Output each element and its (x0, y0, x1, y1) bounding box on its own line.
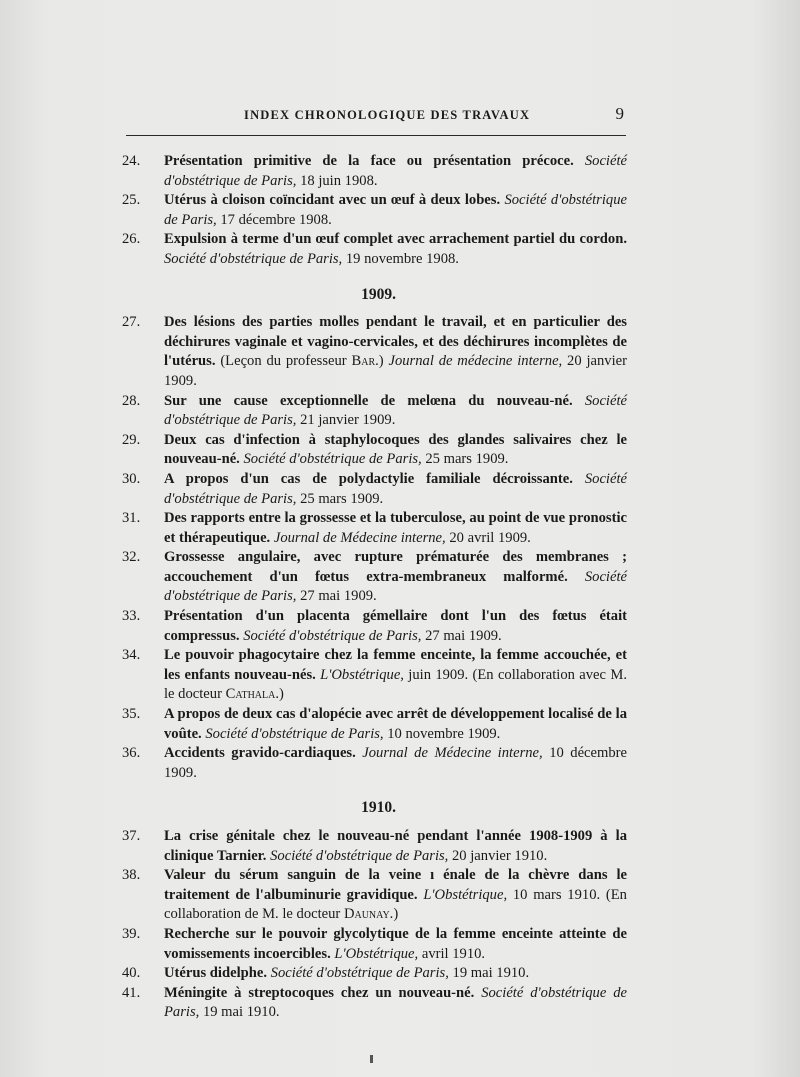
entry-title: Valeur du sérum sanguin de la veine ı énale de la chèvre dans le traitement de l'albuminurie gravidique. (164, 867, 627, 903)
entry-number: 38. (122, 867, 141, 884)
bibliography-entry (122, 925, 627, 964)
entry-number: 26. (122, 231, 141, 248)
entry-date: 25 mars 1909. (425, 451, 509, 468)
bibliography-entry (122, 548, 627, 607)
entry-number: 34. (122, 647, 141, 664)
entry-collaborator: Daunay.) (343, 906, 399, 923)
print-mark (370, 1055, 373, 1063)
entry-source: Société d'obstétrique de Paris, (164, 192, 627, 228)
entry-date: 10 novembre 1909. (387, 725, 501, 742)
entry-note: (Leçon du professeur (220, 353, 347, 370)
entry-number: 37. (122, 828, 141, 844)
entry-date: 19 mai 1910. (452, 965, 530, 982)
entry-source: Journal de Médecine interne, (362, 745, 543, 762)
entry-title: Utérus à cloison coïncidant avec un œuf à deux lobes. (164, 192, 501, 209)
entry-source: Société d'obstétrique de Paris, (164, 470, 627, 507)
entry-source: Société d'obstétrique de Paris, (164, 984, 627, 1021)
bibliography-entry (122, 705, 627, 744)
entry-title: A propos de deux cas d'alopécie avec arrêt de développement localisé de la voûte. (164, 706, 627, 742)
entry-title: Présentation d'un placenta gémellaire dont l'un des fœtus était compressus. (164, 608, 627, 644)
entry-title: A propos d'un cas de polydactylie familiale décroissante. (164, 470, 573, 487)
bibliography-entry (122, 646, 627, 705)
entry-title: Recherche sur le pouvoir glycolytique de la femme enceinte atteinte de vomissements incoercibles. (164, 925, 627, 962)
bibliography-entry (122, 230, 627, 269)
entry-number: 24. (122, 153, 141, 169)
entry-date: 20 avril 1909. (449, 529, 531, 546)
bibliography-list (122, 152, 627, 1023)
entry-date: 20 janvier 1909. (164, 353, 627, 389)
entry-title: Grossesse angulaire, avec rupture prématurée des membranes ; accouchement d'un fœtus extra-membraneux malformé. (164, 549, 627, 585)
header-rule (126, 135, 626, 136)
page-header (126, 104, 626, 134)
page-number: 9 (615, 104, 624, 123)
bibliography-entry (122, 866, 627, 925)
running-title: INDEX CHRONOLOGIQUE DES TRAVAUX (244, 108, 531, 122)
entry-date: 27 mai 1909. (300, 588, 377, 605)
entry-source: L'Obstétrique, (320, 666, 404, 683)
entry-title: Présentation primitive de la face ou présentation précoce. (164, 153, 574, 169)
entry-source: L'Obstétrique, (423, 886, 508, 903)
entry-date: 21 janvier 1909. (300, 412, 396, 429)
bibliography-entry (122, 509, 627, 548)
entry-date: avril 1910. (421, 945, 486, 962)
bibliography-entry (122, 313, 627, 391)
year-heading: 1909. (361, 285, 396, 303)
entry-number: 36. (122, 745, 141, 762)
entry-title: Des lésions des parties molles pendant le travail, et en particulier des déchirures vaginale et vagino-cervicales, et des déchirures incomplètes de l'utérus. (164, 314, 627, 370)
entry-number: 35. (122, 706, 141, 723)
entry-number: 40. (122, 965, 141, 982)
entry-title: Utérus didelphe. (164, 965, 267, 982)
entry-source: Société d'obstétrique de Paris, (164, 392, 627, 429)
entry-number: 33. (122, 608, 141, 625)
entry-date: 27 mai 1909. (425, 627, 502, 644)
entry-title: Méningite à streptocoques chez un nouveau-né. (164, 984, 475, 1001)
year-heading: 1910. (361, 799, 396, 817)
entry-collaboration: (En collaboration avec M. le docteur (164, 666, 627, 703)
entry-source: Société d'obstétrique de Paris, (164, 250, 343, 267)
entry-date: 18 juin 1908. (300, 172, 378, 189)
entry-source: Société d'obstétrique de Paris, (270, 965, 449, 982)
bibliography-entry (122, 984, 627, 1023)
entry-source: Société d'obstétrique de Paris, (205, 725, 384, 742)
bibliography-entry (122, 152, 627, 191)
entry-date: 10 mars 1910. (512, 886, 601, 903)
entry-number: 27. (122, 314, 141, 331)
entry-date: 25 mars 1909. (300, 490, 384, 507)
entry-collaborator: Cathala.) (225, 686, 284, 703)
entry-source: Journal de Médecine interne, (273, 529, 446, 546)
entry-source: Société d'obstétrique de Paris, (243, 627, 422, 644)
entry-date: 19 mai 1910. (202, 1004, 280, 1021)
bibliography-entry (122, 431, 627, 470)
entry-date: juin 1909. (408, 666, 469, 683)
bibliography-entry (122, 392, 627, 431)
entry-number: 28. (122, 392, 141, 409)
entry-source: Société d'obstétrique de Paris, (243, 451, 422, 468)
bibliography-entry (122, 191, 627, 230)
bibliography-entry (122, 744, 627, 783)
entry-title: Le pouvoir phagocytaire chez la femme enceinte, la femme accouchée, et les enfants nouveau-nés. (164, 647, 627, 683)
entry-title: Des rapports entre la grossesse et la tuberculose, au point de vue pronostic et thérapeutique. (164, 510, 627, 546)
bibliography-entry (122, 470, 627, 509)
entry-date: 19 novembre 1908. (345, 250, 459, 267)
entry-number: 30. (122, 470, 141, 487)
entry-number: 31. (122, 510, 141, 527)
entry-number: 25. (122, 192, 141, 209)
entry-number: 32. (122, 549, 141, 566)
entry-title: La crise génitale chez le nouveau-né pendant l'année 1908-1909 à la clinique Tarnier. (164, 828, 627, 864)
entry-number: 41. (122, 984, 141, 1001)
entry-title: Sur une cause exceptionnelle de melœna du nouveau-né. (164, 392, 573, 409)
entry-source: Société d'obstétrique de Paris, (164, 153, 627, 189)
entry-number: 39. (122, 925, 141, 942)
entry-collaboration: (En collaboration de M. le docteur (164, 886, 627, 923)
entry-title: Expulsion à terme d'un œuf complet avec arrachement partiel du cordon. (164, 231, 627, 248)
entry-date: 20 janvier 1910. (452, 847, 548, 864)
entry-source: Journal de médecine interne, (388, 353, 563, 370)
entry-number: 29. (122, 431, 141, 448)
entry-date: 10 décembre 1909. (164, 745, 627, 781)
bibliography-entry (122, 607, 627, 646)
entry-source: Société d'obstétrique de Paris, (270, 847, 449, 864)
entry-person: Bar.) (351, 353, 384, 370)
entry-title: Accidents gravido-cardiaques. (164, 745, 356, 762)
entry-title: Deux cas d'infection à staphylocoques des glandes salivaires chez le nouveau-né. (164, 431, 627, 468)
entry-source: L'Obstétrique, (334, 945, 419, 962)
entry-date: 17 décembre 1908. (220, 211, 332, 228)
entry-source: Société d'obstétrique de Paris, (164, 568, 627, 605)
bibliography-entry (122, 827, 627, 866)
bibliography-entry (122, 964, 627, 984)
